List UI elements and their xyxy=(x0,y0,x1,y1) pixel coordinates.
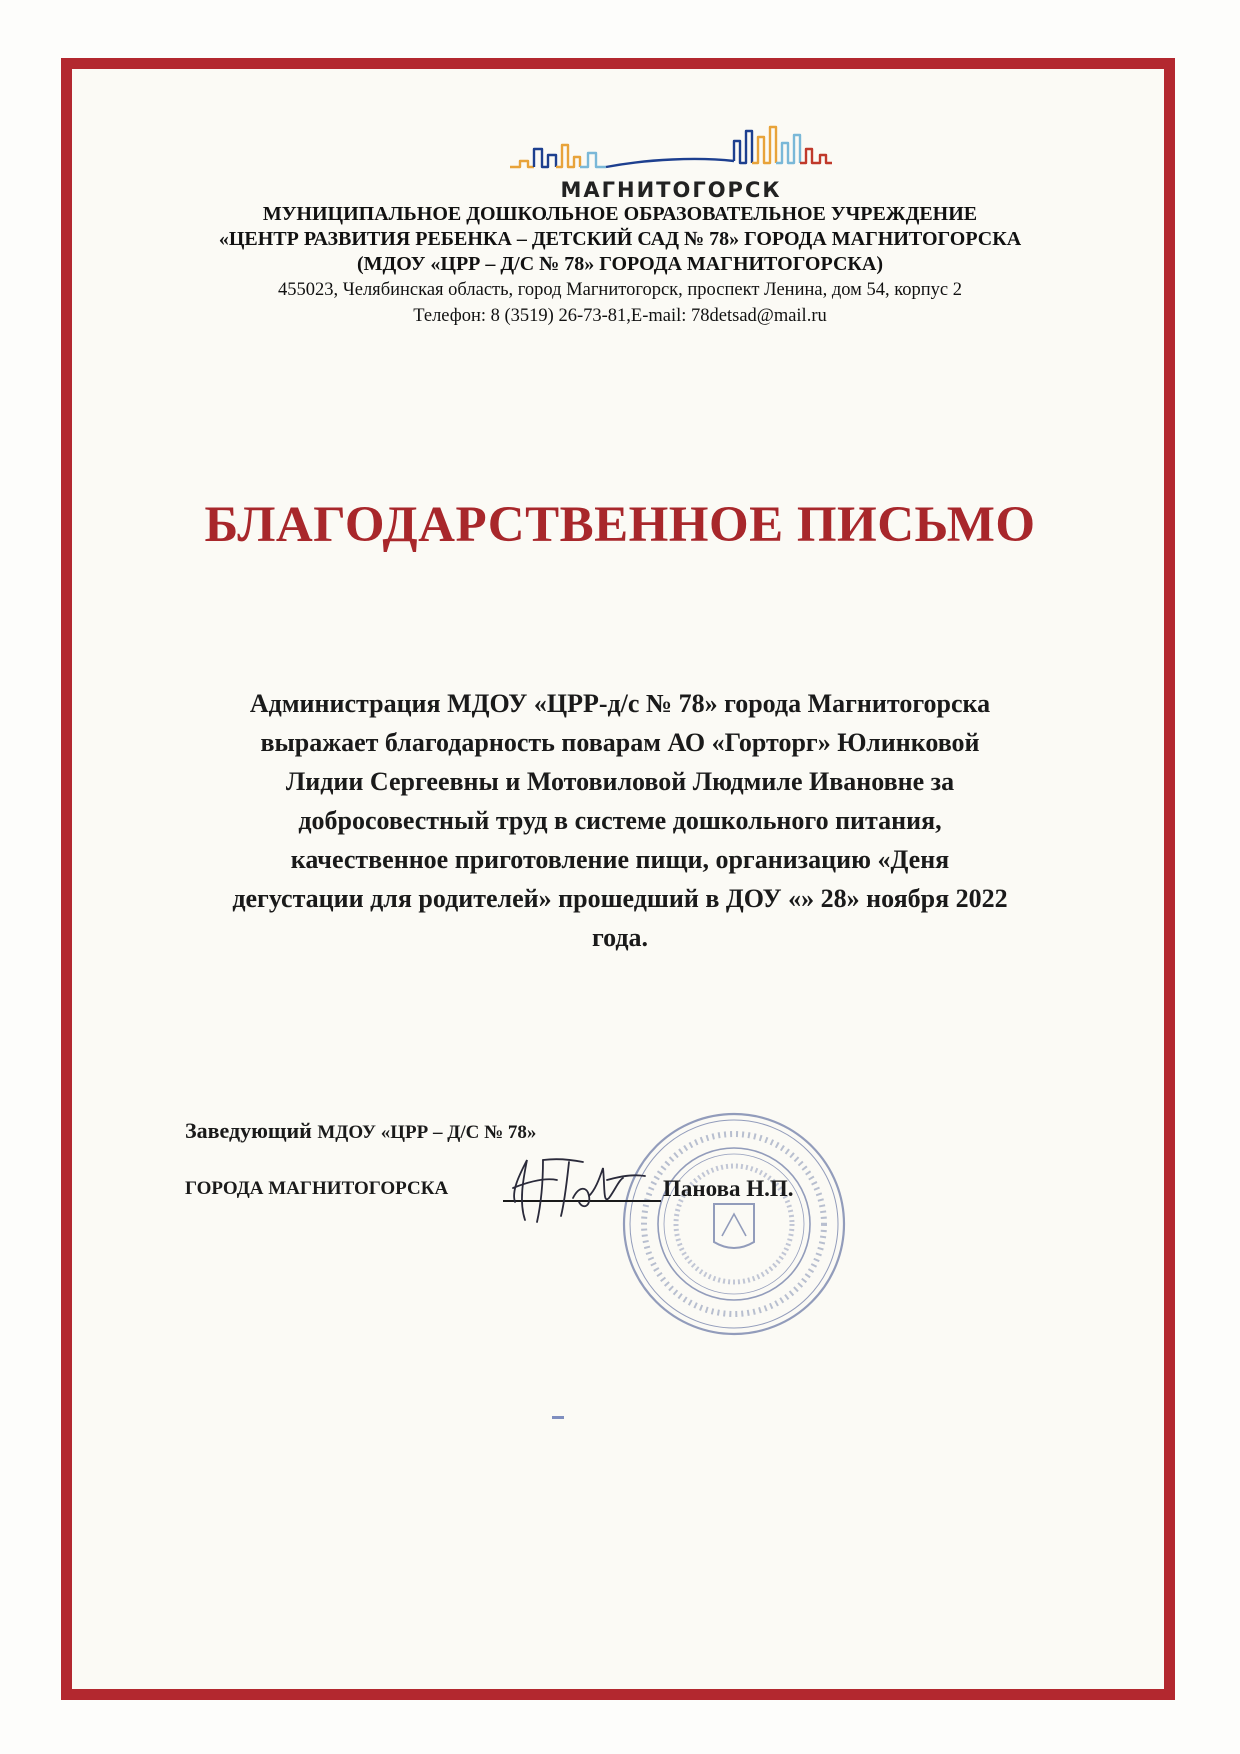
signer-name: Панова Н.П. xyxy=(663,1176,794,1201)
handwritten-signature-icon xyxy=(503,1150,668,1230)
logo-wordmark: МАГНИТОГОРСК xyxy=(560,178,782,202)
signer-org-short: МДОУ «ЦРР – Д/С № 78» xyxy=(317,1122,537,1143)
org-address: 455023, Челябинская область, город Магнитогорск, проспект Ленина, дом 54, корпус 2 xyxy=(277,280,963,300)
signer-title-word: Заведующий xyxy=(185,1118,312,1143)
org-name-line1: МУНИЦИПАЛЬНОЕ ДОШКОЛЬНОЕ ОБРАЗОВАТЕЛЬНОЕ УЧРЕЖДЕНИЕ xyxy=(262,203,978,225)
letter-title: БЛАГОДАРСТВЕННОЕ ПИСЬМО xyxy=(204,497,1036,553)
org-name-line2: «ЦЕНТР РАЗВИТИЯ РЕБЕНКА – ДЕТСКИЙ САД № 78» ГОРОДА МАГНИТОГОРСКА xyxy=(218,228,1022,250)
signer-org-city: ГОРОДА МАГНИТОГОРСКА xyxy=(185,1178,449,1199)
org-contacts: Телефон: 8 (3519) 26-73-81,E-mail: 78detsad@mail.ru xyxy=(413,306,827,326)
org-name-line3: (МДОУ «ЦРР – Д/С № 78» ГОРОДА МАГНИТОГОРСКА) xyxy=(357,253,883,275)
letterhead xyxy=(140,202,1100,329)
letter-body: Администрация МДОУ «ЦРР-д/с № 78» города Магнитогорска выражает благодарность поварам АО «Горторг» Юлинковой Лидии Сергеевны и Мотовиловой Людмиле Ивановне за добросовестный труд в системе дошкольного питания, качественное приготовление пищи, организацию «Деня дегустации для родителей» прошедший в ДОУ «» 28» ноября 2022 года. xyxy=(232,689,1008,952)
scan-artifact xyxy=(552,1416,564,1419)
signer-position xyxy=(185,1118,536,1144)
